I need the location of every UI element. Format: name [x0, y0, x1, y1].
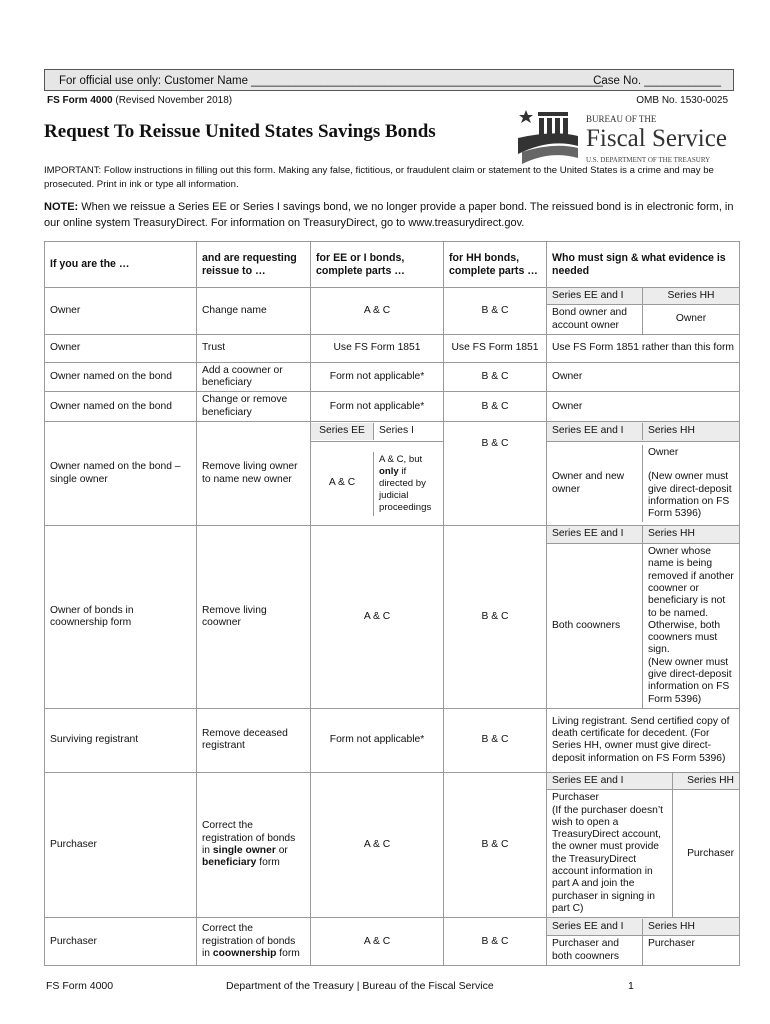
- series-hh-label: Series HH: [648, 425, 695, 437]
- row8-col3: A & C: [311, 772, 444, 917]
- row8-hh-signer: Purchaser: [687, 847, 734, 859]
- series-ee-label: Series EE: [311, 423, 374, 439]
- official-use-bar: [44, 69, 734, 91]
- table-header-row: [45, 242, 740, 288]
- row5-parts: [311, 442, 444, 526]
- note-label: NOTE:: [44, 201, 79, 213]
- row3-col1: Owner named on the bond: [45, 362, 197, 392]
- table-row: [45, 362, 740, 392]
- row7-col5: Living registrant. Send certified copy of death certificate for decedent. (For Series HH, owner must give direct-deposit information on FS Form 5396): [547, 708, 740, 772]
- table-row: [45, 392, 740, 422]
- row6-ee-signer: Both coowners: [547, 544, 643, 708]
- row6-col1: Owner of bonds in coownership form: [45, 526, 197, 709]
- row9-ee-signer: Purchaser and both coowners: [547, 936, 643, 965]
- table-row: [45, 526, 740, 544]
- row8-ee-signer: Purchaser (If the purchaser doesn’t wish to open a TreasuryDirect account, the owner must provide the TreasuryDirect account information in part A and join the purchaser in signing in part C): [547, 790, 673, 917]
- row8-signers: [547, 790, 740, 918]
- row5-ee-parts: A & C: [311, 452, 374, 516]
- row2-col5: Use FS Form 1851 rather than this form: [547, 334, 740, 362]
- row5-col2: Remove living owner to name new owner: [197, 422, 311, 526]
- row8-col2: Correct the registration of bonds in single owner or beneficiary form: [197, 772, 311, 917]
- series-i-label: Series I: [379, 425, 414, 437]
- logo-line1: BUREAU OF THE: [586, 114, 657, 124]
- row6-col3: A & C: [311, 526, 444, 709]
- series-hh-label: Series HH: [648, 528, 695, 540]
- logo-line3: U.S. DEPARTMENT OF THE TREASURY: [586, 156, 711, 164]
- omb-number: OMB No. 1530-0025: [636, 95, 728, 106]
- form-revised: (Revised November 2018): [115, 95, 233, 106]
- header-col3: for EE or I bonds, complete parts …: [311, 242, 444, 288]
- series-ee-i-label: Series EE and I: [547, 288, 643, 304]
- reissue-table: [44, 241, 740, 966]
- series-hh-label: Series HH: [687, 774, 734, 786]
- row7-col3: Form not applicable*: [311, 708, 444, 772]
- row3-col4: B & C: [444, 362, 547, 392]
- row7-col1: Surviving registrant: [45, 708, 197, 772]
- row9-col1: Purchaser: [45, 918, 197, 966]
- row5-col1: Owner named on the bond – single owner: [45, 422, 197, 526]
- footer-page-number: 1: [628, 980, 634, 992]
- footer-department: Department of the Treasury | Bureau of the Fiscal Service: [226, 980, 494, 992]
- row9-col4: B & C: [444, 918, 547, 966]
- row8-series-header: [547, 772, 740, 789]
- note-paragraph: [44, 199, 734, 231]
- row9-col2: Correct the registration of bonds in coownership form: [197, 918, 311, 966]
- header-col2: and are requesting reissue to …: [197, 242, 311, 288]
- row4-col4: B & C: [444, 392, 547, 422]
- row5-ee-i-header: [311, 422, 444, 442]
- row2-col4: Use FS Form 1851: [444, 334, 547, 362]
- form-id-line: [47, 95, 232, 106]
- row4-col5: Owner: [547, 392, 740, 422]
- table-row: [45, 288, 740, 305]
- row1-series-header: [547, 288, 740, 305]
- row1-col3: A & C: [311, 288, 444, 335]
- row9-signers: [547, 936, 740, 966]
- row6-hh-signer: Owner whose name is being removed if another coowner or beneficiary is not to be named. Otherwise, both coowners must sign. (New owner must give direct-deposit information on FS Form 5396): [648, 546, 734, 705]
- row4-col3: Form not applicable*: [311, 392, 444, 422]
- row9-col3: A & C: [311, 918, 444, 966]
- row6-signers: [547, 544, 740, 709]
- row1-ee-signer: Bond owner and account owner: [547, 305, 643, 334]
- row5-series-header: [547, 422, 740, 442]
- series-hh-label: Series HH: [648, 920, 695, 932]
- logo-graphic: [514, 108, 734, 166]
- row2-col1: Owner: [45, 334, 197, 362]
- row4-col2: Change or remove beneficiary: [197, 392, 311, 422]
- row7-col2: Remove deceased registrant: [197, 708, 311, 772]
- row3-col3: Form not applicable*: [311, 362, 444, 392]
- row5-signers: [547, 442, 740, 526]
- row7-col4: B & C: [444, 708, 547, 772]
- row5-ee-signer: Owner and new owner: [547, 445, 643, 523]
- row8-col1: Purchaser: [45, 772, 197, 917]
- series-ee-i-label: Series EE and I: [547, 773, 673, 789]
- row8-col4: B & C: [444, 772, 547, 917]
- header-col1: If you are the …: [45, 242, 197, 288]
- row1-col2: Change name: [197, 288, 311, 335]
- table-row: [45, 422, 740, 442]
- row6-col4: B & C: [444, 526, 547, 709]
- form-id: FS Form 4000: [47, 95, 113, 106]
- series-ee-i-label: Series EE and I: [547, 526, 643, 542]
- customer-name-line: For official use only: Customer Name _______________________________________________________: [59, 75, 603, 87]
- table-row: [45, 918, 740, 936]
- series-ee-i-label: Series EE and I: [547, 919, 643, 935]
- row2-col2: Trust: [197, 334, 311, 362]
- case-no-line: Case No. ____________: [593, 75, 721, 87]
- table-row: [45, 334, 740, 362]
- header-col5: Who must sign & what evidence is needed: [547, 242, 740, 288]
- row1-col1: Owner: [45, 288, 197, 335]
- row9-hh-signer: Purchaser: [648, 938, 695, 950]
- fiscal-service-logo: [514, 108, 734, 166]
- series-ee-i-label: Series EE and I: [547, 423, 643, 439]
- row5-hh-signer: Owner (New owner must give direct-deposit information on FS Form 5396): [648, 446, 732, 520]
- footer-form-id: FS Form 4000: [46, 980, 114, 992]
- row6-series-header: [547, 526, 740, 544]
- row3-col5: Owner: [547, 362, 740, 392]
- row5-col4: B & C: [444, 422, 547, 526]
- row1-col4: B & C: [444, 288, 547, 335]
- row5-i-parts: A & C, but only if directed by judicial proceedings: [379, 453, 432, 513]
- note-text: When we reissue a Series EE or Series I savings bond, we no longer provide a paper bond. The reissued bond is in electronic form, in our online system TreasuryDirect. For information on TreasuryDirect, go to www.treasurydirect.gov.: [44, 201, 734, 229]
- table-row: [45, 708, 740, 772]
- page-title: Request To Reissue United States Savings Bonds: [44, 121, 436, 142]
- header-col4: for HH bonds, complete parts …: [444, 242, 547, 288]
- important-notice: IMPORTANT: Follow instructions in filling out this form. Making any false, fictitious, or fraudulent claim or statement to the United States is a crime and may be prosecuted. Print in ink or type all information.: [44, 165, 714, 190]
- row3-col2: Add a coowner or beneficiary: [197, 362, 311, 392]
- row1-signers: [547, 305, 740, 335]
- row9-series-header: [547, 918, 740, 936]
- row1-hh-signer: Owner: [675, 313, 707, 325]
- table-row: [45, 772, 740, 789]
- logo-line2: Fiscal Service: [586, 125, 727, 152]
- row2-col3: Use FS Form 1851: [311, 334, 444, 362]
- series-hh-label: Series HH: [667, 290, 715, 301]
- row6-col2: Remove living coowner: [197, 526, 311, 709]
- row4-col1: Owner named on the bond: [45, 392, 197, 422]
